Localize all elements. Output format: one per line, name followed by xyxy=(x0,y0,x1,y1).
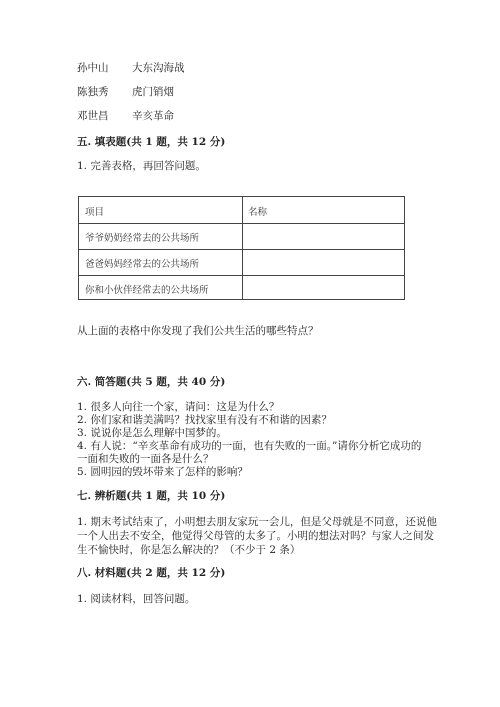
match-event-1: 大东沟海战 xyxy=(132,62,185,74)
section6-line-3: 3. 说说你是怎么理解中国梦的。 xyxy=(77,427,227,439)
match-event-3: 辛亥革命 xyxy=(132,110,174,122)
section5-followup-question: 从上面的表格中你发现了我们公共生活的哪些特点？ xyxy=(77,325,319,337)
match-person-3: 邓世昌 xyxy=(77,110,109,122)
table-row-label-3: 你和小伙伴经常去的公共场所 xyxy=(85,285,209,296)
section8-question-1: 1. 阅读材料，回答问题。 xyxy=(77,593,196,605)
section5-question-1: 1. 完善表格，再回答问题。 xyxy=(77,160,206,172)
section8-heading: 八. 材料题(共 2 题，共 12 分) xyxy=(77,567,226,579)
table-row-label-2: 爸爸妈妈经常去的公共场所 xyxy=(85,259,200,270)
section6-line-5: 一面和失败的一面各是什么？ xyxy=(77,453,214,465)
section6-heading: 六. 简答题(共 5 题，共 40 分) xyxy=(77,376,226,388)
section7-line-2: 一个人出去不安全，他觉得父母管的太多了。小明的想法对吗？与家人之间发 xyxy=(77,530,434,542)
table-row-label-1: 爷爷奶奶经常去的公共场所 xyxy=(85,233,200,244)
match-event-2: 虎门销烟 xyxy=(132,86,174,98)
section6-line-4: 4. 有人说：“辛亥革命有成功的一面，也有失败的一面。”请你分析它成功的 xyxy=(77,440,422,452)
match-person-2: 陈独秀 xyxy=(77,86,109,98)
section6-line-2: 2. 你们家和谐美满吗？找找家里有没有不和谐的因素？ xyxy=(77,414,332,426)
section6-line-1: 1. 很多人向往一个家，请问：这是为什么？ xyxy=(77,401,280,413)
section7-heading: 七. 辨析题(共 1 题，共 10 分) xyxy=(77,490,226,502)
table-header-item: 项目 xyxy=(85,207,105,218)
table-header-name: 名称 xyxy=(248,207,268,218)
section7-line-1: 1. 期末考试结束了，小明想去朋友家玩一会儿，但是父母就是不同意，还说他 xyxy=(77,516,437,528)
section7-line-3: 生不愉快时，你是怎么解决的？（不少于 2 条） xyxy=(77,544,301,556)
fill-table xyxy=(78,196,405,300)
match-person-1: 孙中山 xyxy=(77,62,109,74)
section6-line-6: 5. 圆明园的毁坏带来了怎样的影响？ xyxy=(77,466,248,478)
section5-heading: 五. 填表题(共 1 题，共 12 分) xyxy=(77,136,226,148)
